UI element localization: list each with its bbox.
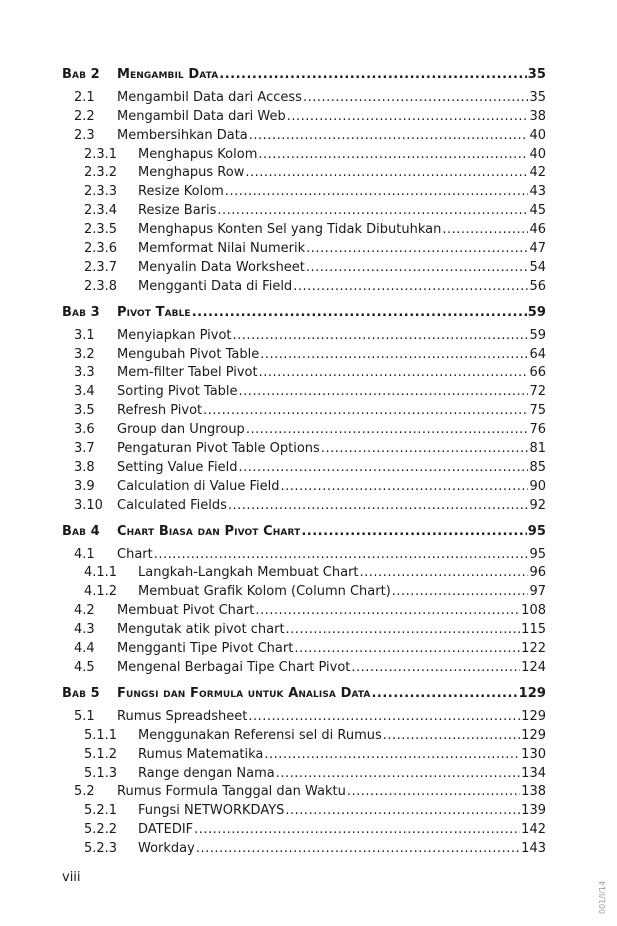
- toc-page-number: 42: [529, 165, 546, 181]
- toc-page-number: 59: [527, 304, 546, 320]
- toc-title: Rumus Spreadsheet: [117, 708, 248, 724]
- toc-page-number: 56: [529, 278, 546, 294]
- toc-number: 4.1: [74, 546, 95, 562]
- toc-page-number: 130: [521, 746, 546, 762]
- toc-page-number: 108: [521, 603, 546, 619]
- toc-title: Memformat Nilai Numerik: [138, 241, 306, 257]
- toc-title: Membuat Pivot Chart: [117, 603, 255, 619]
- toc-title: Range dengan Nama: [138, 765, 275, 781]
- toc-number: 4.4: [74, 641, 95, 657]
- dot-leader: [294, 641, 520, 656]
- toc-number: 3.10: [74, 497, 103, 513]
- toc-page-number: 134: [521, 765, 546, 781]
- toc-number: 2.3.6: [84, 241, 118, 257]
- toc-page-number: 92: [529, 497, 546, 513]
- dot-leader: [303, 90, 529, 105]
- toc-page-number: 38: [529, 108, 546, 124]
- toc-entry-sec: [62, 380, 546, 399]
- dot-leader: [239, 460, 529, 475]
- toc-entry-sub: [62, 237, 546, 256]
- toc-number: 3.1: [74, 327, 95, 343]
- toc-title: Menghapus Row: [138, 165, 245, 181]
- toc-number: 3.8: [74, 459, 95, 475]
- toc-page-number: 97: [529, 584, 546, 600]
- toc-number: 2.3.5: [84, 222, 118, 238]
- toc-page-number: 81: [529, 441, 546, 457]
- toc-page-number: 35: [527, 67, 546, 82]
- toc-title: Calculated Fields: [117, 497, 227, 513]
- toc-number: 3.7: [74, 441, 95, 457]
- dot-leader: [196, 841, 520, 856]
- toc-entry-sub: [62, 818, 546, 837]
- toc-title: Menghapus Kolom: [138, 146, 258, 162]
- toc-entry-sub: [62, 580, 546, 599]
- dot-leader: [219, 67, 526, 82]
- toc-entry-sub: [62, 218, 546, 237]
- toc-entry-chapter: [62, 61, 546, 82]
- toc-entry-sub: [62, 799, 546, 818]
- toc-page-number: 124: [521, 659, 546, 675]
- toc-page-number: 143: [521, 841, 546, 857]
- toc-number: 5.1.2: [84, 746, 118, 762]
- toc-page-number: 54: [529, 259, 546, 275]
- toc-entry-sec: [62, 494, 546, 513]
- toc-title: Mengutak atik pivot chart: [117, 622, 285, 638]
- table-of-contents: [62, 61, 546, 856]
- toc-number: 5.2.1: [84, 803, 118, 819]
- toc-entry-sec: [62, 656, 546, 675]
- toc-entry-sub: [62, 275, 546, 294]
- toc-page-number: 129: [521, 727, 546, 743]
- toc-entry-sec: [62, 705, 546, 724]
- toc-entry-chapter: [62, 680, 546, 701]
- toc-entry-sub: [62, 162, 546, 181]
- dot-leader: [306, 241, 528, 256]
- toc-entry-sec: [62, 599, 546, 618]
- toc-entry-chapter: [62, 299, 546, 320]
- toc-page-number: 66: [529, 365, 546, 381]
- toc-entry-sec: [62, 124, 546, 143]
- toc-number: 5.2.3: [84, 841, 118, 857]
- toc-entry-sec: [62, 456, 546, 475]
- toc-title: Refresh Pivot: [117, 403, 203, 419]
- toc-title: Pengaturan Pivot Table Options: [117, 441, 320, 457]
- dot-leader: [306, 260, 529, 275]
- toc-number: 4.3: [74, 622, 95, 638]
- toc-title: Fungsi NETWORKDAYS: [138, 803, 285, 819]
- toc-page-number: 75: [529, 403, 546, 419]
- toc-number: 5.1.3: [84, 765, 118, 781]
- toc-title: Chart: [117, 546, 153, 562]
- toc-page-number: 40: [529, 127, 546, 143]
- toc-entry-sub: [62, 562, 546, 581]
- toc-title: Menggunakan Referensi sel di Rumus: [138, 727, 382, 743]
- toc-title: Menghapus Konten Sel yang Tidak Dibutuhkan: [138, 222, 442, 238]
- dot-leader: [225, 184, 529, 199]
- toc-entry-sub: [62, 837, 546, 856]
- toc-title: Membuat Grafik Kolom (Column Chart): [138, 584, 391, 600]
- toc-number: 2.3: [74, 127, 95, 143]
- dot-leader: [203, 403, 528, 418]
- toc-page-number: 59: [529, 327, 546, 343]
- toc-entry-sub: [62, 199, 546, 218]
- toc-number: 3.4: [74, 384, 95, 400]
- toc-title: Langkah-Langkah Membuat Chart: [138, 565, 359, 581]
- dot-leader: [239, 384, 529, 399]
- toc-entry-sec: [62, 343, 546, 362]
- toc-number: 5.2: [74, 784, 95, 800]
- toc-title: Fungsi dan Formula untuk Analisa Data: [117, 685, 371, 701]
- dot-leader: [192, 305, 527, 320]
- toc-title: DATEDIF: [138, 822, 194, 838]
- dot-leader: [287, 109, 529, 124]
- dot-leader: [321, 441, 529, 456]
- toc-page-number: 142: [521, 822, 546, 838]
- dot-leader: [249, 128, 529, 143]
- toc-title: Group dan Ungroup: [117, 422, 245, 438]
- toc-title: Mengganti Tipe Pivot Chart: [117, 641, 294, 657]
- toc-entry-sec: [62, 324, 546, 343]
- toc-title: Setting Value Field: [117, 459, 238, 475]
- dot-leader: [264, 747, 520, 762]
- toc-page-number: 95: [527, 523, 546, 539]
- toc-number: 2.3.8: [84, 278, 118, 294]
- toc-page-number: 35: [529, 89, 546, 105]
- toc-page-number: 85: [529, 459, 546, 475]
- toc-number: 2.3.7: [84, 259, 118, 275]
- toc-entry-sub: [62, 762, 546, 781]
- toc-page-number: 64: [529, 346, 546, 362]
- toc-title: Mengambil Data: [117, 67, 219, 82]
- toc-title: Menyalin Data Worksheet: [138, 259, 305, 275]
- dot-leader: [255, 603, 520, 618]
- toc-number: 3.3: [74, 365, 95, 381]
- dot-leader: [351, 660, 520, 675]
- toc-entry-sub: [62, 256, 546, 275]
- toc-title: Mem-filter Tabel Pivot: [117, 365, 258, 381]
- toc-title: Sorting Pivot Table: [117, 384, 238, 400]
- toc-title: Resize Kolom: [138, 184, 224, 200]
- toc-number: 3.9: [74, 478, 95, 494]
- dot-leader: [258, 147, 528, 162]
- toc-page-number: 122: [521, 641, 546, 657]
- toc-page-number: 76: [529, 422, 546, 438]
- toc-number: 5.2.2: [84, 822, 118, 838]
- toc-entry-sub: [62, 724, 546, 743]
- dot-leader: [276, 766, 520, 781]
- dot-leader: [392, 584, 529, 599]
- toc-title: Resize Baris: [138, 203, 217, 219]
- dot-leader: [233, 328, 529, 343]
- toc-entry-chapter: [62, 518, 546, 539]
- toc-number: Bab 5: [62, 685, 100, 701]
- toc-entry-sec: [62, 637, 546, 656]
- toc-entry-sec: [62, 543, 546, 562]
- toc-title: Rumus Formula Tanggal dan Waktu: [117, 784, 346, 800]
- toc-number: Bab 2: [62, 67, 100, 82]
- toc-title: Mengganti Data di Field: [138, 278, 293, 294]
- toc-number: 2.1: [74, 89, 95, 105]
- toc-page-number: 40: [529, 146, 546, 162]
- dot-leader: [281, 479, 529, 494]
- toc-entry-sec: [62, 618, 546, 637]
- toc-number: 3.2: [74, 346, 95, 362]
- toc-title: Mengambil Data dari Web: [117, 108, 286, 124]
- dot-leader: [245, 165, 528, 180]
- toc-title: Rumus Matematika: [138, 746, 264, 762]
- dot-leader: [360, 565, 529, 580]
- toc-number: 2.3.4: [84, 203, 118, 219]
- toc-entry-sec: [62, 437, 546, 456]
- page-number: viii: [62, 870, 81, 885]
- toc-entry-sec: [62, 399, 546, 418]
- toc-number: 2.3.1: [84, 146, 118, 162]
- toc-entry-sub: [62, 743, 546, 762]
- toc-page-number: 46: [529, 222, 546, 238]
- toc-title: Mengubah Pivot Table: [117, 346, 260, 362]
- toc-entry-sub: [62, 143, 546, 162]
- toc-entry-sub: [62, 180, 546, 199]
- dot-leader: [285, 803, 520, 818]
- toc-number: 4.1.2: [84, 584, 118, 600]
- dot-leader: [194, 822, 520, 837]
- toc-title: Calculation di Value Field: [117, 478, 280, 494]
- toc-page-number: 43: [529, 184, 546, 200]
- dot-leader: [259, 365, 529, 380]
- dot-leader: [286, 622, 521, 637]
- dot-leader: [347, 784, 520, 799]
- toc-entry-sec: [62, 781, 546, 800]
- dot-leader: [154, 547, 529, 562]
- toc-number: 3.5: [74, 403, 95, 419]
- toc-number: 5.1.1: [84, 727, 118, 743]
- toc-page-number: 129: [518, 685, 546, 701]
- dot-leader: [442, 222, 528, 237]
- toc-title: Chart Biasa dan Pivot Chart: [117, 523, 301, 539]
- toc-title: Workday: [138, 841, 195, 857]
- side-code: 001/I/14: [598, 880, 607, 914]
- toc-page-number: 129: [521, 708, 546, 724]
- dot-leader: [371, 686, 517, 701]
- toc-number: 5.1: [74, 708, 95, 724]
- dot-leader: [246, 422, 529, 437]
- toc-page-number: 90: [529, 478, 546, 494]
- toc-number: 4.2: [74, 603, 95, 619]
- dot-leader: [260, 347, 528, 362]
- toc-entry-sec: [62, 362, 546, 381]
- dot-leader: [248, 709, 520, 724]
- toc-page-number: 72: [529, 384, 546, 400]
- toc-page-number: 96: [529, 565, 546, 581]
- toc-page-number: 139: [521, 803, 546, 819]
- toc-number: Bab 4: [62, 523, 100, 539]
- dot-leader: [383, 728, 520, 743]
- dot-leader: [301, 524, 526, 539]
- toc-page-number: 95: [529, 546, 546, 562]
- toc-page-number: 45: [529, 203, 546, 219]
- toc-title: Pivot Table: [117, 304, 191, 320]
- toc-page-number: 115: [521, 622, 546, 638]
- toc-entry-sec: [62, 418, 546, 437]
- toc-entry-sec: [62, 105, 546, 124]
- toc-title: Membersihkan Data: [117, 127, 248, 143]
- toc-number: 4.5: [74, 659, 95, 675]
- toc-number: 2.3.3: [84, 184, 118, 200]
- toc-page-number: 47: [529, 241, 546, 257]
- toc-number: Bab 3: [62, 304, 100, 320]
- toc-entry-sec: [62, 86, 546, 105]
- toc-number: 3.6: [74, 422, 95, 438]
- toc-number: 4.1.1: [84, 565, 118, 581]
- toc-title: Mengambil Data dari Access: [117, 89, 302, 105]
- toc-number: 2.3.2: [84, 165, 118, 181]
- toc-title: Mengenal Berbagai Tipe Chart Pivot: [117, 659, 351, 675]
- toc-entry-sec: [62, 475, 546, 494]
- dot-leader: [228, 498, 529, 513]
- dot-leader: [217, 203, 528, 218]
- toc-number: 2.2: [74, 108, 95, 124]
- toc-title: Menyiapkan Pivot: [117, 327, 232, 343]
- toc-page-number: 138: [521, 784, 546, 800]
- dot-leader: [293, 279, 528, 294]
